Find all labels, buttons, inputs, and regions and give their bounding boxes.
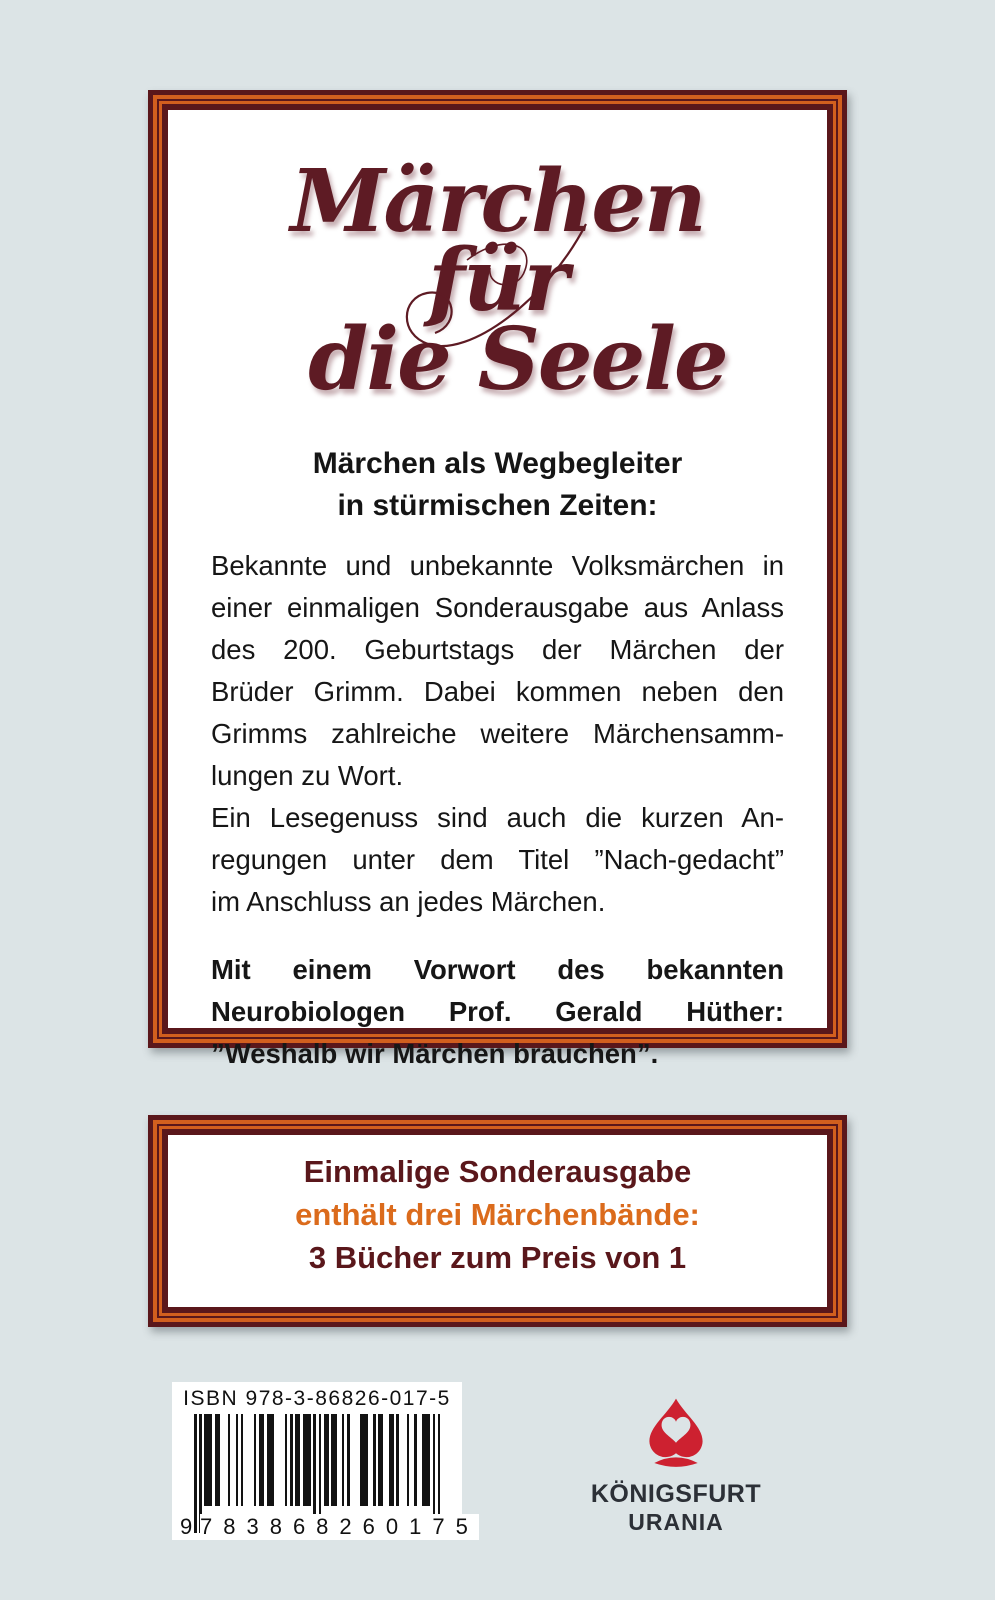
barcode-bar bbox=[365, 1414, 368, 1506]
isbn-label: ISBN 978-3-86826-017-5 bbox=[183, 1387, 451, 1410]
text-line: des 200. Geburtstags der Märchen der bbox=[211, 634, 784, 666]
book-title bbox=[211, 151, 784, 411]
title-line-1: Märchen für bbox=[290, 151, 705, 332]
barcode-bar bbox=[407, 1414, 410, 1506]
text-line: Neurobiologen Prof. Gerald Hüther: bbox=[211, 996, 784, 1028]
promo-box bbox=[148, 1115, 847, 1327]
barcode-bar bbox=[373, 1414, 376, 1506]
text-line: ”Weshalb wir Märchen brauchen”. bbox=[211, 1038, 659, 1070]
barcode-bar bbox=[326, 1414, 329, 1506]
barcode bbox=[180, 1414, 479, 1539]
text-line: im Anschluss an jedes Märchen. bbox=[211, 886, 606, 918]
text-line: Bekannte und unbekannte Volksmärchen in bbox=[211, 550, 784, 582]
publisher-name-line-2: URANIA bbox=[628, 1509, 724, 1535]
barcode-bar bbox=[347, 1414, 350, 1506]
barcode-bar bbox=[427, 1414, 430, 1506]
text-line: Mit einem Vorwort des bekannten bbox=[211, 954, 784, 986]
barcode-digit-group-1: 783868 bbox=[200, 1514, 340, 1539]
publisher-name-line-1: KÖNIGSFURT bbox=[590, 1480, 762, 1508]
barcode-bar bbox=[396, 1414, 399, 1506]
text-line: Brüder Grimm. Dabei kommen neben den bbox=[211, 676, 784, 708]
barcode-bar bbox=[217, 1414, 220, 1506]
barcode-digit-group-2: 260175 bbox=[339, 1514, 479, 1539]
publisher-logo bbox=[580, 1396, 772, 1536]
barcode-digits bbox=[180, 1514, 479, 1540]
barcode-bar bbox=[228, 1414, 231, 1506]
barcode-bar bbox=[381, 1414, 384, 1506]
barcode-bar bbox=[210, 1414, 213, 1506]
text-line: lungen zu Wort. bbox=[211, 760, 404, 792]
paragraph bbox=[211, 949, 784, 1075]
promo-line-3: 3 Bücher zum Preis von 1 bbox=[308, 1240, 687, 1275]
text-line: Grimms zahlreiche weitere Märchensamm- bbox=[211, 718, 784, 750]
barcode-bar bbox=[342, 1414, 345, 1506]
text-line: Ein Lesegenuss sind auch die kurzen An- bbox=[211, 802, 784, 834]
subtitle-line-1: Märchen als Wegbegleiter bbox=[312, 447, 683, 481]
subtitle-line-2: in stürmischen Zeiten: bbox=[337, 489, 658, 523]
promo-line-1: Einmalige Sonderausgabe bbox=[303, 1154, 692, 1189]
barcode-bar bbox=[285, 1414, 288, 1506]
barcode-bar bbox=[236, 1414, 239, 1506]
barcode-bar bbox=[290, 1414, 293, 1506]
text-line: regungen unter dem Titel ”Nach-gedacht” bbox=[211, 844, 784, 876]
barcode-panel bbox=[172, 1382, 479, 1540]
paragraph bbox=[211, 797, 784, 923]
text-line: einer einmaligen Sonderausgabe aus Anlass bbox=[211, 592, 784, 624]
barcode-bar bbox=[298, 1414, 301, 1506]
barcode-bar bbox=[272, 1414, 275, 1506]
back-cover-panel bbox=[148, 90, 847, 1070]
barcode-bar bbox=[241, 1414, 244, 1506]
title-line-2: die Seele bbox=[308, 309, 727, 411]
barcode-bar bbox=[391, 1414, 394, 1506]
barcode-bar bbox=[261, 1414, 264, 1506]
barcode-bar bbox=[414, 1414, 417, 1506]
barcode-bar bbox=[254, 1414, 257, 1506]
promo-line-2: enthält drei Märchenbände: bbox=[295, 1197, 700, 1232]
subtitle bbox=[211, 443, 784, 527]
barcode-bar bbox=[308, 1414, 311, 1506]
spade-heart-icon bbox=[641, 1396, 711, 1474]
body-text bbox=[211, 545, 784, 1075]
barcode-digit-first: 9 bbox=[180, 1514, 193, 1539]
paragraph bbox=[211, 545, 784, 797]
barcode-bar bbox=[334, 1414, 337, 1506]
